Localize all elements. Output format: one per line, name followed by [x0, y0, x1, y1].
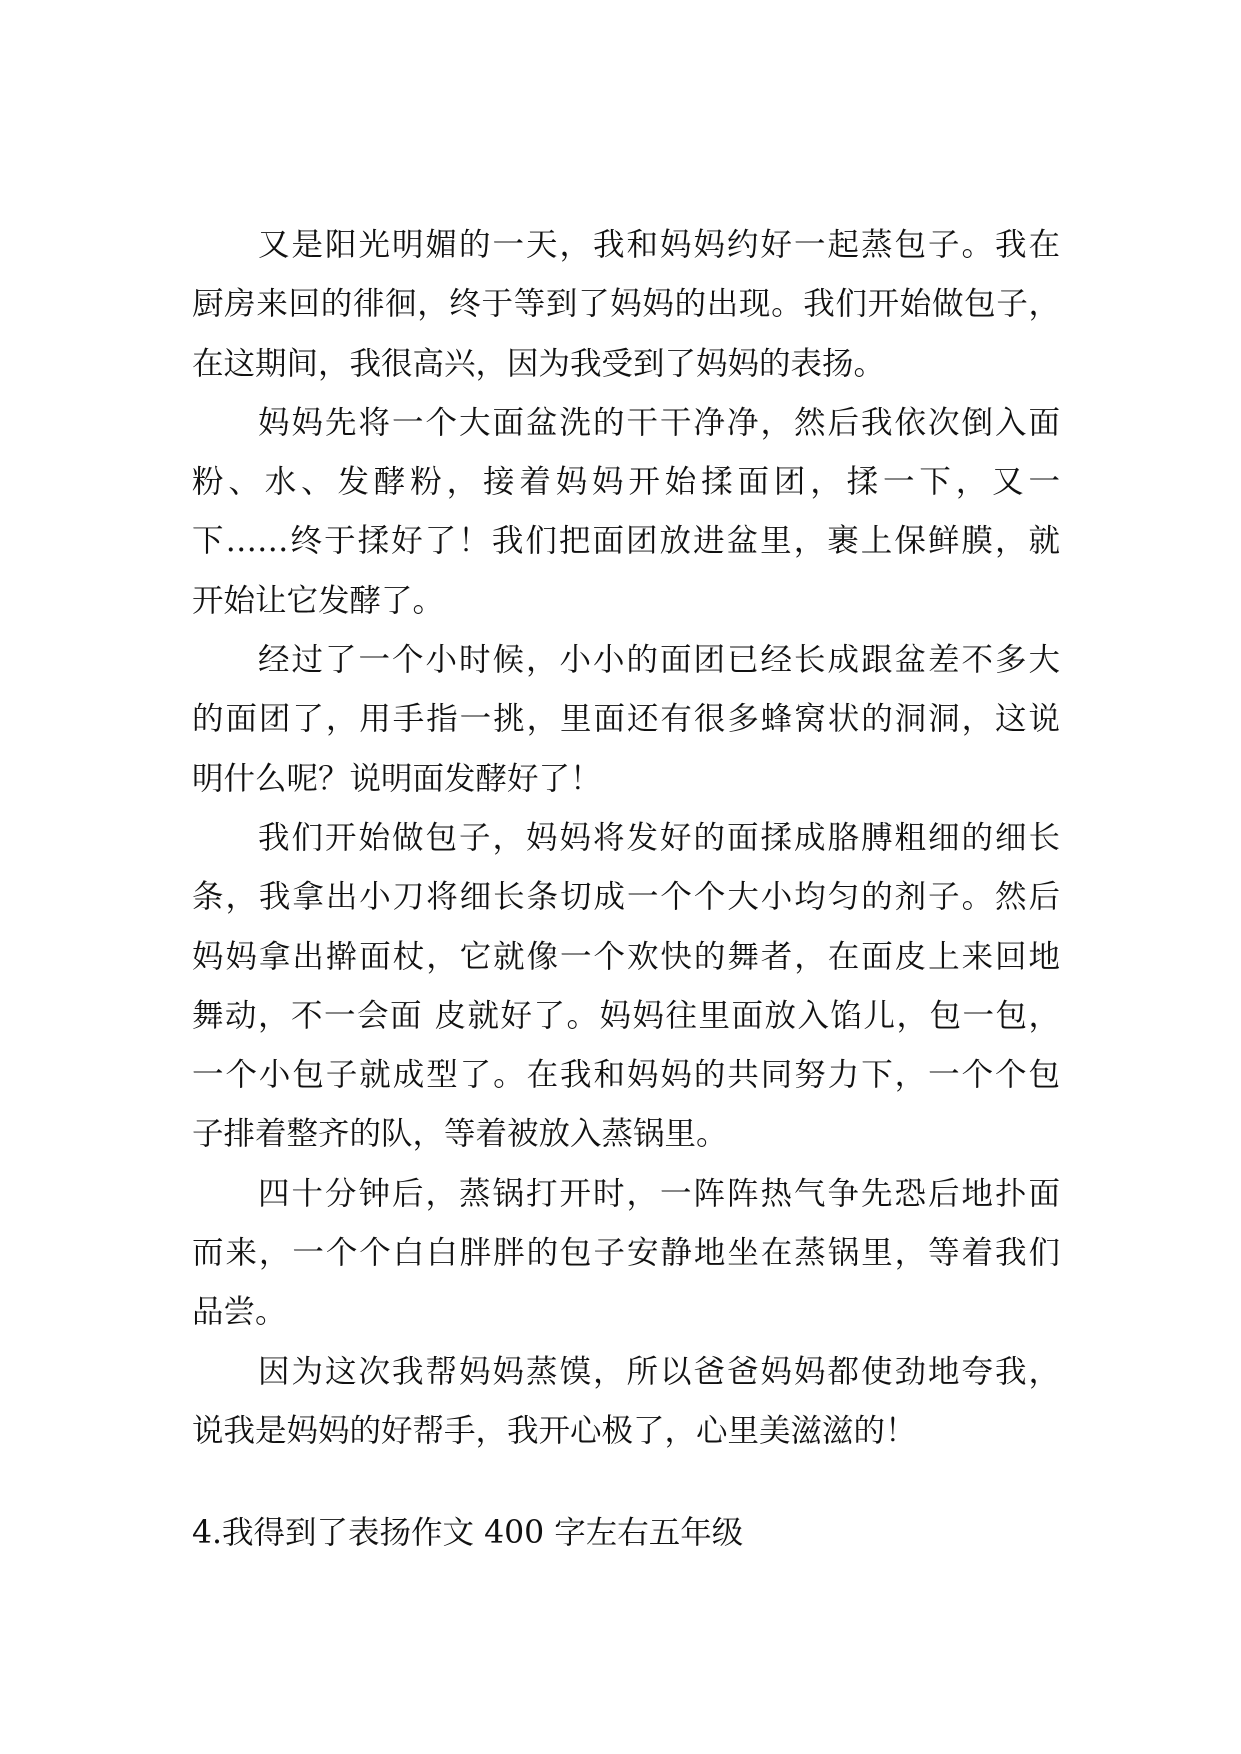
paragraph-line: 开始让它发酵了。: [192, 582, 445, 619]
paragraph-line: 又是阳光明媚的一天，我和妈妈约好一起蒸包子。我在: [258, 227, 1060, 263]
paragraph-line: 下……终于揉好了！我们把面团放进盆里，裹上保鲜膜，就: [192, 523, 1060, 560]
paragraph: [192, 1165, 1060, 1343]
paragraph-line: 说我是妈妈的好帮手，我开心极了，心里美滋滋的！: [192, 1412, 917, 1449]
paragraph-line: 妈妈拿出擀面杖，它就像一个欢快的舞者，在面皮上来回地: [192, 938, 1060, 975]
paragraph-line: 舞动，不一会面 皮就好了。妈妈往里面放入馅儿，包一包，: [192, 997, 1060, 1034]
paragraph-line: 我们开始做包子，妈妈将发好的面揉成胳膊粗细的细长: [258, 819, 1060, 856]
section-heading: 4.我得到了表扬作文 400 字左右五年级: [192, 1515, 744, 1551]
paragraph-line: 子排着整齐的队，等着被放入蒸锅里。: [192, 1116, 728, 1153]
paragraph-line: 一个小包子就成型了。在我和妈妈的共同努力下，一个个包: [192, 1057, 1060, 1094]
paragraph-line: 品尝。: [192, 1294, 287, 1331]
paragraph: [192, 216, 1060, 394]
paragraph-line: 因为这次我帮妈妈蒸馍，所以爸爸妈妈都使劲地夸我，: [258, 1353, 1060, 1390]
paragraph-line: 厨房来回的徘徊，终于等到了妈妈的出现。我们开始做包子，: [192, 286, 1060, 323]
paragraph-line: 的面团了，用手指一挑，里面还有很多蜂窝状的洞洞，这说: [192, 701, 1060, 738]
paragraph-line: 在这期间，我很高兴，因为我受到了妈妈的表扬。: [192, 345, 886, 382]
paragraph-line: 明什么呢？说明面发酵好了！: [192, 760, 602, 797]
paragraph-line: 四十分钟后，蒸锅打开时，一阵阵热气争先恐后地扑面: [258, 1175, 1060, 1212]
paragraph-line: 条，我拿出小刀将细长条切成一个个大小均匀的剂子。然后: [192, 879, 1060, 916]
paragraph: [192, 631, 1060, 809]
essay-body: [192, 216, 1060, 1461]
paragraph: [192, 1343, 1060, 1462]
paragraph-line: 粉、水、发酵粉，接着妈妈开始揉面团，揉一下，又一: [192, 464, 1060, 501]
paragraph: [192, 394, 1060, 631]
paragraph: [192, 809, 1060, 1165]
paragraph-line: 而来，一个个白白胖胖的包子安静地坐在蒸锅里，等着我们: [192, 1235, 1060, 1272]
paragraph-line: 妈妈先将一个大面盆洗的干干净净，然后我依次倒入面: [258, 404, 1060, 441]
paragraph-line: 经过了一个小时候，小小的面团已经长成跟盆差不多大: [258, 642, 1060, 679]
